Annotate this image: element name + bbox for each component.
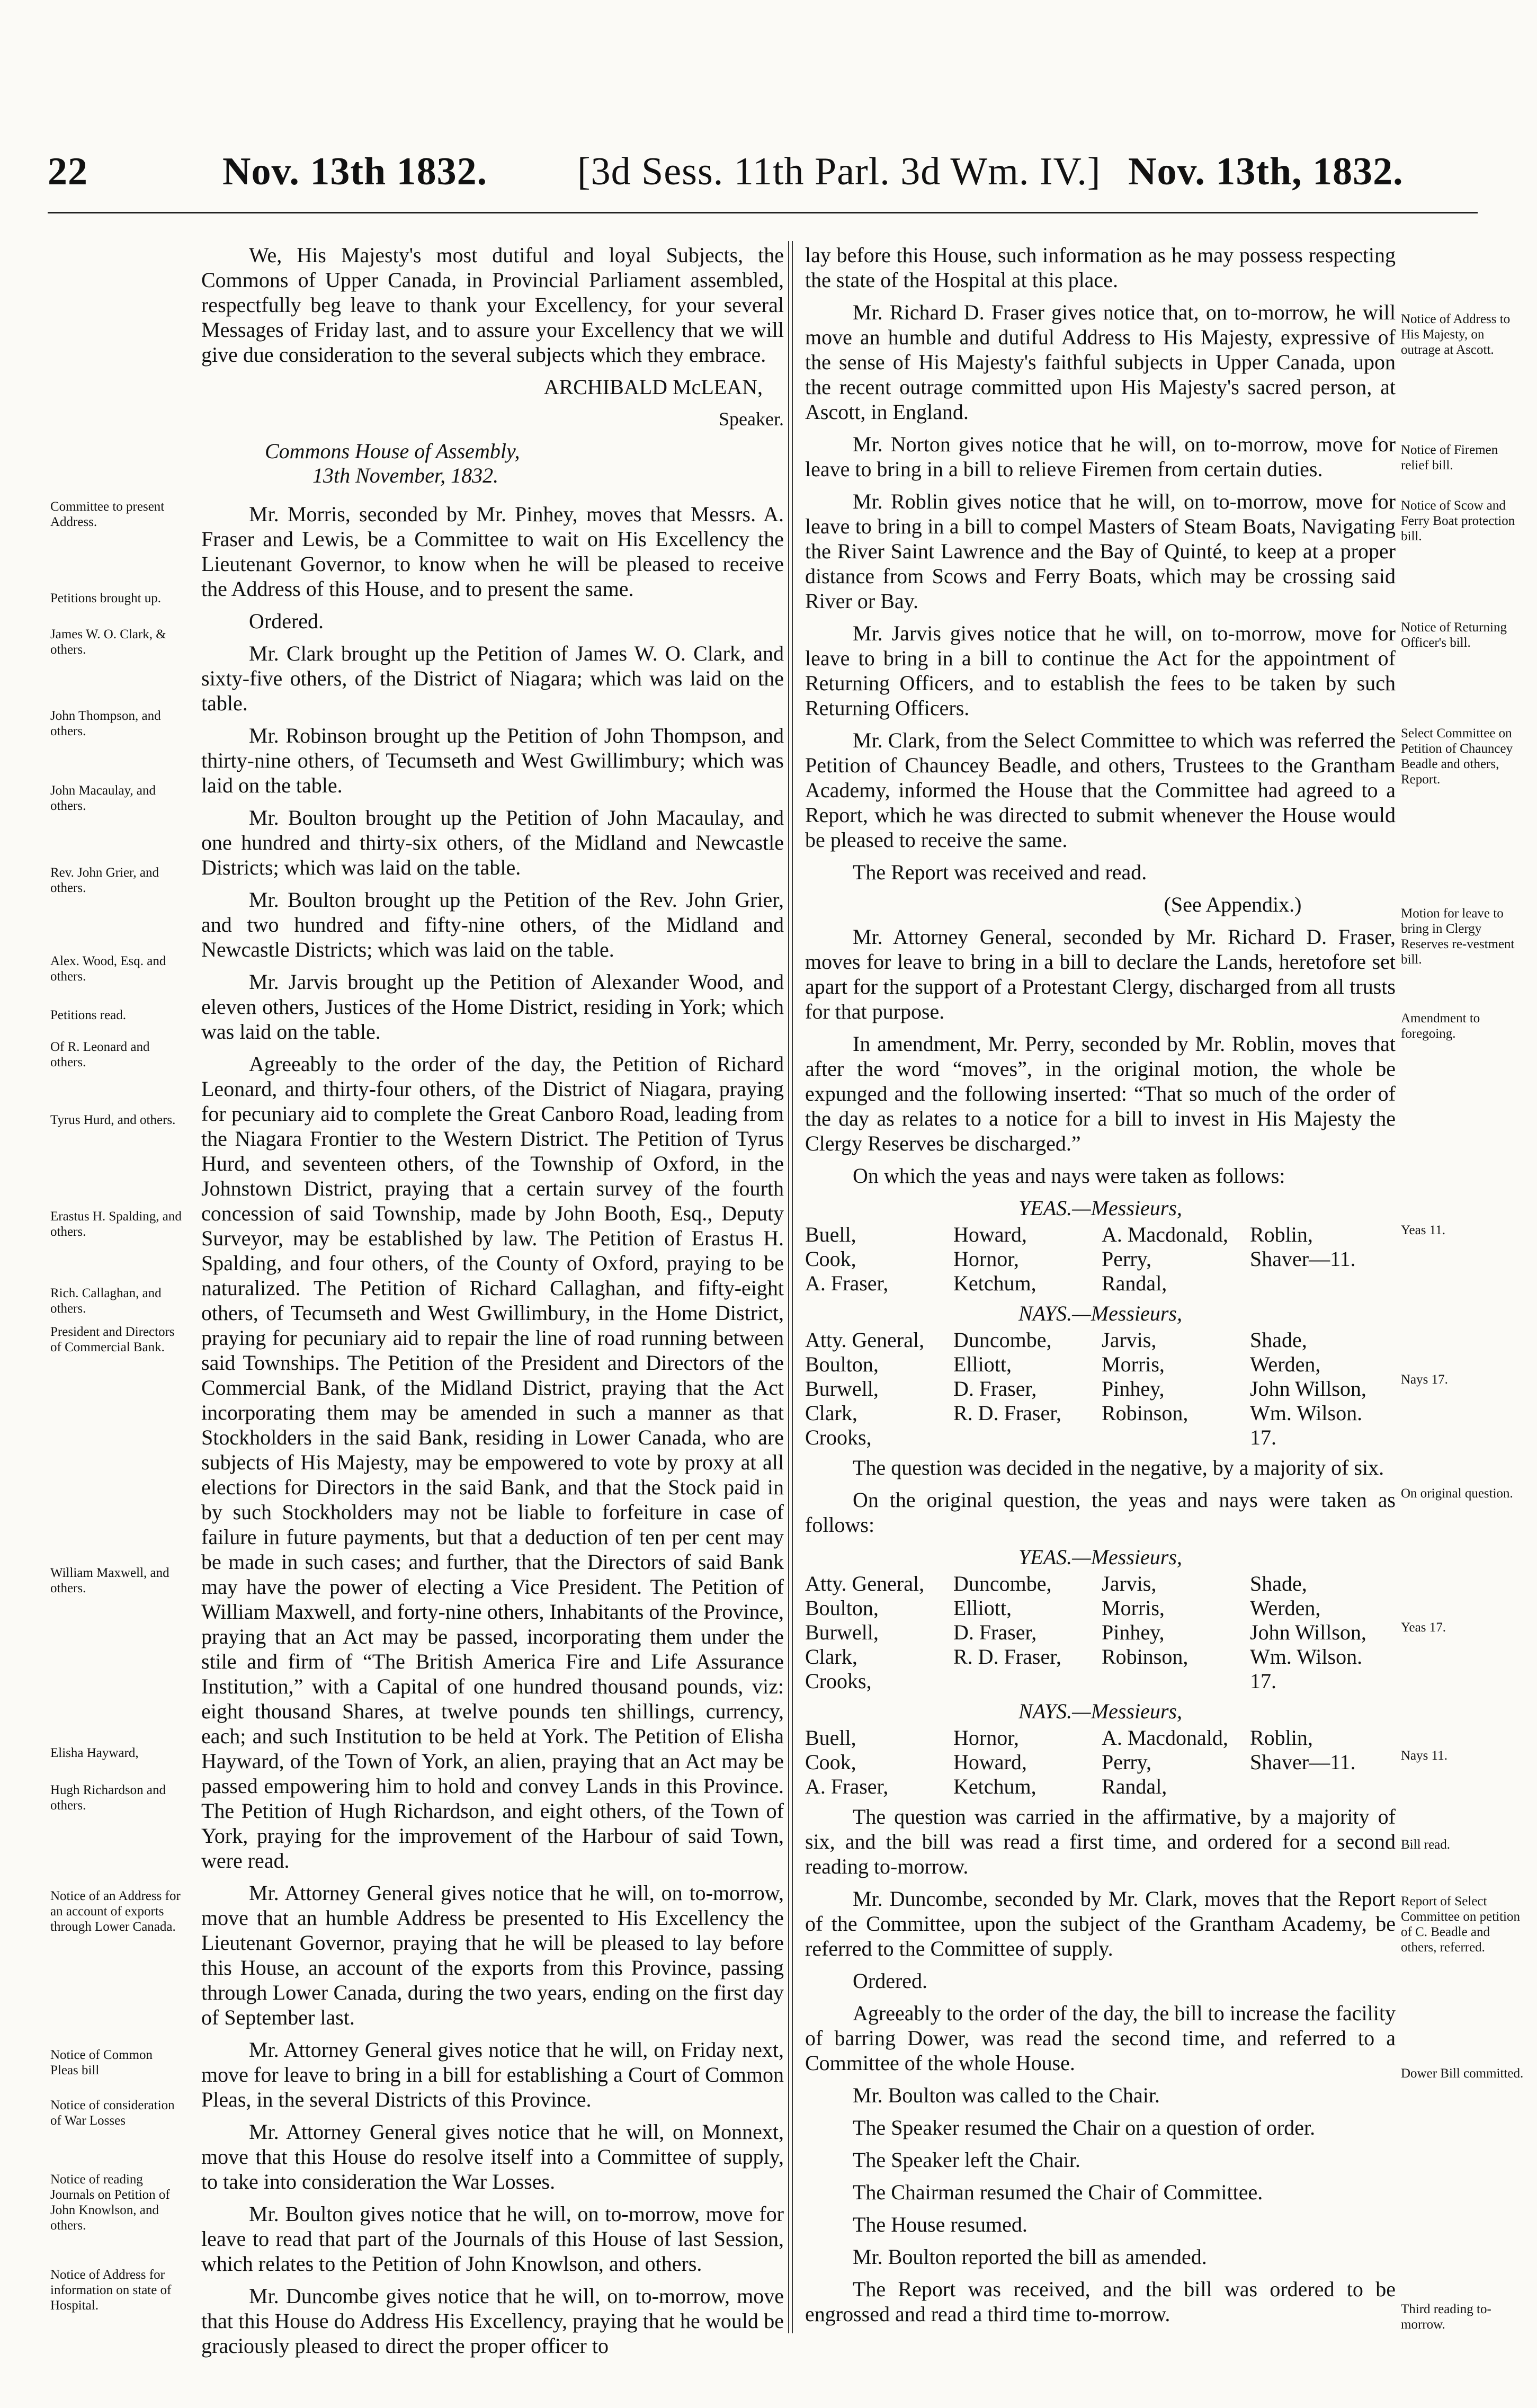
member-name: Hornor, — [953, 1247, 1019, 1271]
paragraph: Mr. Boulton was called to the Chair. — [853, 2083, 1160, 2107]
vote1-nays-table — [805, 1328, 1396, 1450]
member-name — [1250, 1774, 1396, 1799]
member-name: Randal, — [1102, 1271, 1167, 1295]
margin-note: Rich. Callaghan, and others. — [50, 1286, 162, 1316]
paragraph: Mr. Roblin gives notice that he will, on to-morrow, move for leave to bring in a bill to compel Masters of Steam Boats, Navigating the River Saint Lawrence and the Bay of Quinté, to keep at a proper distance from Scows and Ferry Boats, which may be crossing said River or Bay. — [805, 489, 1396, 613]
member-name: Ketchum, — [953, 1774, 1036, 1798]
member-name: Wm. Wilson. — [1250, 1645, 1363, 1669]
vote-row — [805, 1247, 1396, 1271]
margin-note: Hugh Richardson and others. — [50, 1783, 166, 1813]
right-column — [805, 243, 1396, 2334]
member-name: Jarvis, — [1102, 1328, 1157, 1352]
vote-row — [805, 1328, 1396, 1352]
vote2-nays-table — [805, 1726, 1396, 1799]
member-name: Ketchum, — [953, 1271, 1036, 1295]
margin-note: Nays 11. — [1401, 1749, 1447, 1763]
member-name: Perry, — [1102, 1247, 1152, 1271]
member-name: A. Fraser, — [805, 1271, 889, 1295]
margin-note: Tyrus Hurd, and others. — [50, 1113, 176, 1127]
member-name: R. D. Fraser, — [953, 1645, 1061, 1669]
margin-note: President and Directors of Commercial Bank. — [50, 1325, 175, 1354]
margin-note: Petitions read. — [50, 1008, 127, 1022]
paragraph: In amendment, Mr. Perry, seconded by Mr. Roblin, moves that after the word “moves”, in the original motion, the whole be expunged and the following inserted: “That so much of the order of the day as relates to a notice for a bill to invest in His Majesty the Clergy Reserves be discharged.” — [805, 1032, 1396, 1155]
member-name: Roblin, — [1250, 1726, 1313, 1750]
member-name: 17. — [1250, 1425, 1276, 1449]
paragraph: Mr. Boulton brought up the Petition of the Rev. John Grier, and two hundred and fifty-nine others, of the Midland and Newcastle Districts; which was laid on the table. — [201, 888, 784, 961]
member-name: Buell, — [805, 1223, 856, 1246]
member-name: Robinson, — [1102, 1401, 1189, 1425]
member-name — [1102, 1669, 1250, 1693]
header-date-right: Nov. 13th, 1832. — [1128, 150, 1404, 193]
vote-row — [805, 1425, 1396, 1450]
margin-note: Report of Select Committee on petition of C. Beadle and others, referred. — [1401, 1894, 1520, 1955]
paragraph: Mr. Duncombe, seconded by Mr. Clark, moves that the Report of the Committee, upon the subject of the Grantham Academy, be referred to the Committee of supply. — [805, 1887, 1396, 1960]
vote-row — [805, 1352, 1396, 1377]
member-name: Clark, — [805, 1401, 857, 1425]
member-name: Crooks, — [805, 1669, 872, 1693]
page-header — [48, 149, 1478, 202]
margin-note: Amendment to foregoing. — [1401, 1011, 1480, 1041]
header-rule — [48, 212, 1478, 213]
vote-row — [805, 1596, 1396, 1620]
margin-note: James W. O. Clark, & others. — [50, 627, 166, 657]
margin-note: Rev. John Grier, and others. — [50, 866, 159, 895]
member-name: Werden, — [1250, 1352, 1321, 1376]
member-name: Boulton, — [805, 1596, 879, 1620]
margin-note: Third reading to-morrow. — [1401, 2302, 1491, 2332]
member-name: Atty. General, — [805, 1572, 925, 1595]
member-name: Shade, — [1250, 1572, 1307, 1595]
dateline-place: Commons House of Assembly, — [265, 439, 520, 463]
paragraph: Mr. Norton gives notice that he will, on to-morrow, move for leave to bring in a bill to relieve Firemen from certain duties. — [805, 432, 1396, 481]
member-name: Atty. General, — [805, 1328, 925, 1352]
member-name: 17. — [1250, 1669, 1276, 1693]
paragraph: Ordered. — [853, 1969, 928, 1993]
margin-note: Committee to present Address. — [50, 500, 165, 529]
paragraph: Ordered. — [249, 609, 324, 633]
signature-title: Speaker. — [719, 408, 784, 430]
member-name: Pinhey, — [1102, 1377, 1165, 1401]
margin-note: Bill read. — [1401, 1838, 1451, 1852]
member-name: Burwell, — [805, 1620, 879, 1644]
paragraph: Mr. Attorney General gives notice that he will, on Friday next, move for leave to bring in a bill for establishing a Court of Common Pleas, in the several Districts of this Province. — [201, 2038, 784, 2111]
margin-note: John Thompson, and others. — [50, 709, 161, 738]
member-name: A. Fraser, — [805, 1774, 889, 1798]
paragraph: lay before this House, such information as he may possess respecting the state of the Hospital at this place. — [805, 243, 1396, 292]
margin-note: Petitions brought up. — [50, 591, 162, 605]
address-paragraph: We, His Majesty's most dutiful and loyal Subjects, the Commons of Upper Canada, in Provincial Parliament assembled, respectfully beg leave to thank your Excellency, for your several Messages of Friday last, and to assure your Excellency that we will give due consideration to the several subjects which they embrace. — [201, 243, 784, 367]
page-number: 22 — [48, 150, 88, 193]
header-date-left: Nov. 13th 1832. — [222, 150, 488, 193]
member-name — [1250, 1271, 1396, 1296]
paragraph: Mr. Jarvis gives notice that he will, on to-morrow, move for leave to bring in a bill to continue the Act for the appointment of Returning Officers, and to establish the fees to be taken by such Returning Officers. — [805, 621, 1396, 720]
vote-row — [805, 1645, 1396, 1669]
vote-row — [805, 1774, 1396, 1799]
nays-heading: NAYS.—Messieurs, — [1018, 1699, 1182, 1723]
margin-note: Notice of consideration of War Losses — [50, 2098, 175, 2128]
vote-row — [805, 1750, 1396, 1774]
member-name: John Willson, — [1250, 1377, 1366, 1401]
nays-heading: NAYS.—Messieurs, — [1018, 1301, 1182, 1325]
margin-note: William Maxwell, and others. — [50, 1566, 169, 1595]
paragraph: The Speaker left the Chair. — [853, 2148, 1080, 2172]
margin-note: Notice of Address to His Majesty, on outrage at Ascott. — [1401, 312, 1511, 357]
margin-note: Notice of Common Pleas bill — [50, 2048, 153, 2077]
member-name: Howard, — [953, 1750, 1027, 1774]
member-name: Boulton, — [805, 1352, 879, 1376]
margin-note: Elisha Hayward, — [50, 1746, 139, 1760]
margin-note: Dower Bill committed. — [1401, 2066, 1524, 2081]
dateline-date: 13th November, 1832. — [312, 463, 499, 487]
paragraph: Mr. Boulton gives notice that he will, on to-morrow, move for leave to read that part of the Journals of this House of last Session, which relates to the Petition of John Knowlson, and others. — [201, 2202, 784, 2276]
appendix-note: (See Appendix.) — [1164, 893, 1302, 916]
margin-note: Select Committee on Petition of Chauncey Beadle and others, Report. — [1401, 726, 1513, 787]
paragraph: The Report was received, and the bill was ordered to be engrossed and read a third time to-morrow. — [805, 2277, 1396, 2326]
margin-note: Erastus H. Spalding, and others. — [50, 1209, 182, 1239]
margin-note: Notice of Returning Officer's bill. — [1401, 620, 1507, 650]
margin-note: Yeas 11. — [1401, 1223, 1446, 1237]
member-name: Crooks, — [805, 1425, 872, 1449]
paragraph: On the original question, the yeas and nays were taken as follows: — [805, 1488, 1396, 1537]
margin-note: Notice of Scow and Ferry Boat protection bill. — [1401, 498, 1515, 543]
member-name: A. Macdonald, — [1102, 1726, 1228, 1750]
paragraph: Mr. Morris, seconded by Mr. Pinhey, moves that Messrs. A. Fraser and Lewis, be a Committee to wait on His Excellency the Lieutenant Governor, to know when he will be pleased to receive the Address of this House, and to present the same. — [201, 502, 784, 601]
vote1-yeas-table — [805, 1223, 1396, 1296]
member-name: Randal, — [1102, 1774, 1167, 1798]
paragraph: Mr. Clark, from the Select Committee to which was referred the Petition of Chauncey Beadle, and others, Trustees to the Grantham Academy, informed the House that the Committee had agreed to a Report, which he was directed to submit whenever the House would be pleased to receive the same. — [805, 728, 1396, 852]
member-name: Roblin, — [1250, 1223, 1313, 1246]
member-name: Morris, — [1102, 1596, 1165, 1620]
member-name: Hornor, — [953, 1726, 1019, 1750]
yeas-heading: YEAS.—Messieurs, — [1018, 1196, 1182, 1220]
paragraph: Mr. Robinson brought up the Petition of John Thompson, and thirty-nine others, of Tecumseth and West Gwillimbury; which was laid on the table. — [201, 724, 784, 797]
paragraph: Mr. Jarvis brought up the Petition of Alexander Wood, and eleven others, Justices of the Home District, residing in York; which was laid on the table. — [201, 970, 784, 1044]
paragraph: The question was carried in the affirmative, by a majority of six, and the bill was read a first time, and ordered for a second reading to-morrow. — [805, 1805, 1396, 1878]
margin-note: Of R. Leonard and others. — [50, 1040, 150, 1069]
member-name: Cook, — [805, 1247, 856, 1271]
member-name: Buell, — [805, 1726, 856, 1750]
signature-name: ARCHIBALD McLEAN, — [543, 375, 763, 399]
paragraph: Mr. Richard D. Fraser gives notice that, on to-morrow, he will move an humble and dutiful Address to His Majesty, expressive of the sense of His Majesty's faithful subjects in Upper Canada, upon the recent outrage committed upon His Majesty's sacred person, at Ascott, in England. — [805, 300, 1396, 424]
paragraph: Mr. Boulton reported the bill as amended. — [853, 2245, 1207, 2269]
vote-row — [805, 1726, 1396, 1750]
yeas-heading: YEAS.—Messieurs, — [1018, 1545, 1182, 1569]
member-name: Pinhey, — [1102, 1620, 1165, 1644]
member-name — [953, 1425, 1102, 1450]
paragraph: Mr. Boulton brought up the Petition of John Macaulay, and one hundred and thirty-six others, of the Midland and Newcastle Districts; which was laid on the table. — [201, 806, 784, 879]
member-name: Robinson, — [1102, 1645, 1189, 1669]
member-name: R. D. Fraser, — [953, 1401, 1061, 1425]
margin-note: Notice of Firemen relief bill. — [1401, 443, 1498, 472]
paragraph: Agreeably to the order of the day, the bill to increase the facility of barring Dower, was read the second time, and referred to a Committee of the whole House. — [805, 2001, 1396, 2075]
member-name: Perry, — [1102, 1750, 1152, 1774]
vote-row — [805, 1377, 1396, 1401]
member-name: Morris, — [1102, 1352, 1165, 1376]
vote-row — [805, 1620, 1396, 1645]
paragraph: The question was decided in the negative, by a majority of six. — [853, 1456, 1384, 1479]
column-divider — [788, 241, 793, 2333]
margin-note: Notice of Address for information on state of Hospital. — [50, 2268, 172, 2313]
member-name: Shade, — [1250, 1328, 1307, 1352]
margin-note: Motion for leave to bring in Clergy Reserves re-vestment bill. — [1401, 906, 1515, 967]
member-name: Elliott, — [953, 1596, 1012, 1620]
header-session: [3d Sess. 11th Parl. 3d Wm. IV.] — [577, 150, 1101, 193]
margin-note: Yeas 17. — [1401, 1620, 1446, 1635]
margin-note: John Macaulay, and others. — [50, 783, 156, 813]
paragraph: Mr. Clark brought up the Petition of James W. O. Clark, and sixty-five others, of the District of Niagara; which was laid on the table. — [201, 641, 784, 715]
paragraph: The Report was received and read. — [853, 860, 1147, 884]
margin-note: Alex. Wood, Esq. and others. — [50, 954, 166, 984]
margin-note: Notice of an Address for an account of exports through Lower Canada. — [50, 1889, 181, 1934]
member-name: Jarvis, — [1102, 1572, 1157, 1595]
member-name: D. Fraser, — [953, 1620, 1037, 1644]
paragraph: Agreeably to the order of the day, the Petition of Richard Leonard, and thirty-four others, of the District of Niagara, praying for pecuniary aid to complete the Great Canboro Road, leading from the Niagara Frontier to the Western District. The Petition of Tyrus Hurd, and seventeen others, of the Township of Oxford, in the Johnstown District, praying that a certain survey of the fourth concession of said Township, made by John Booth, Esq., Deputy Surveyor, may be established by law. The Petition of Erastus H. Spalding, and four others, of the County of Oxford, praying to be naturalized. The Petition of Richard Callaghan, and fifty-eight others, of Tecumseth and West Gwillimbury, in the Home District, praying for pecuniary aid to repair the line of road running between said Townships. The Petition of the President and Directors of the Commercial Bank, of the Midland District, praying that the Act incorporating them may be amended in such a manner as that Stockholders in the said Bank, residing in Lower Canada, who are subjects of His Majesty, may be empowered to vote by proxy at all elections for Directors in the said Bank, and that the Stock paid in by such Stockholders may not be liable to forfeiture in case of failure in future payments, but that a deduction of ten per cent may be made in such cases; and further, that the Directors of said Bank may have the power of electing a Vice President. The Petition of William Maxwell, and forty-nine others, Inhabitants of the Province, praying that an Act may be passed, incorporating them under the stile and firm of “The British America Fire and Life Assurance Institution,” with a Capital of one hundred thousand pounds, viz: eight thousand Shares, at twelve pounds ten shillings, currency, each; and such Institution to be held at York. The Petition of Elisha Hayward, of the Town of York, an alien, praying that an Act may be passed empowering him to hold and convey Lands in this Province. The Petition of Hugh Richardson, and eight others, of the Town of York, praying for the improvement of the Harbour of said Town, were read. — [201, 1052, 784, 1872]
member-name: Werden, — [1250, 1596, 1321, 1620]
margin-note: Notice of reading Journals on Petition of John Knowlson, and others. — [50, 2172, 170, 2233]
member-name — [953, 1669, 1102, 1693]
paragraph: The Speaker resumed the Chair on a question of order. — [853, 2116, 1316, 2139]
member-name: Clark, — [805, 1645, 857, 1669]
vote-row — [805, 1401, 1396, 1425]
member-name: Shaver—11. — [1250, 1247, 1356, 1271]
member-name: Burwell, — [805, 1377, 879, 1401]
vote-row — [805, 1271, 1396, 1296]
paragraph: Mr. Attorney General, seconded by Mr. Richard D. Fraser, moves for leave to bring in a bill to declare the Lands, heretofore set apart for the support of a Protestant Clergy, discharged from all trusts for that purpose. — [805, 925, 1396, 1023]
member-name: Elliott, — [953, 1352, 1012, 1376]
dateline — [265, 439, 784, 488]
vote-row — [805, 1669, 1396, 1693]
member-name: D. Fraser, — [953, 1377, 1037, 1401]
member-name — [1102, 1425, 1250, 1450]
vote-row — [805, 1223, 1396, 1247]
member-name: John Willson, — [1250, 1620, 1366, 1644]
member-name: Duncombe, — [953, 1328, 1052, 1352]
paragraph: Mr. Duncombe gives notice that he will, on to-morrow, move that this House do Address His Excellency, praying that he would be graciously pleased to direct the proper officer to — [201, 2284, 784, 2358]
member-name: Duncombe, — [953, 1572, 1052, 1595]
member-name: A. Macdonald, — [1102, 1223, 1228, 1246]
member-name: Howard, — [953, 1223, 1027, 1246]
vote-row — [805, 1572, 1396, 1596]
vote2-yeas-table — [805, 1572, 1396, 1693]
margin-note: Nays 17. — [1401, 1372, 1448, 1387]
paragraph: The House resumed. — [853, 2213, 1027, 2236]
paragraph: Mr. Attorney General gives notice that he will, on to-morrow, move that an humble Address be presented to His Excellency the Lieutenant Governor, praying that he will be pleased to lay before this House, an account of the exports from this Province, passing through Lower Canada, during the two years, ending on the first day of September last. — [201, 1881, 784, 2029]
paragraph: On which the yeas and nays were taken as follows: — [853, 1164, 1285, 1188]
margin-note: On original question. — [1401, 1486, 1513, 1501]
paragraph: Mr. Attorney General gives notice that he will, on Monnext, move that this House do resolve itself into a Committee of supply, to take into consideration the War Losses. — [201, 2120, 784, 2193]
left-column — [201, 243, 784, 2366]
member-name: Shaver—11. — [1250, 1750, 1356, 1774]
member-name: Wm. Wilson. — [1250, 1401, 1363, 1425]
paragraph: The Chairman resumed the Chair of Committee. — [853, 2180, 1263, 2204]
member-name: Cook, — [805, 1750, 856, 1774]
